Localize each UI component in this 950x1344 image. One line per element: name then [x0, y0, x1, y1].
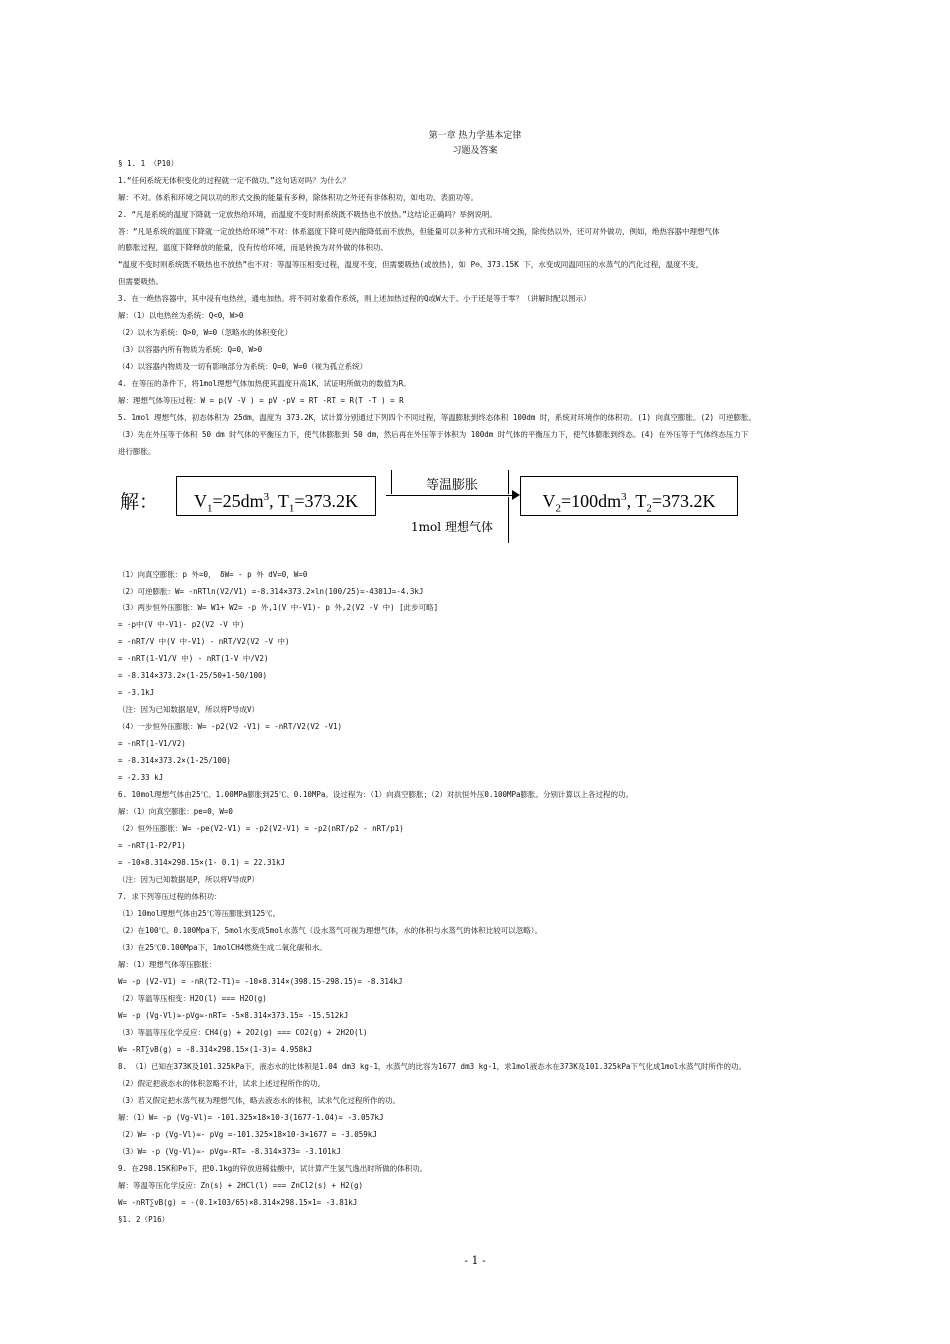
text-line: （1）向真空膨胀：p 外=0， δW= - p 外 dV=0，W=0 — [118, 570, 308, 579]
text-line: 4. 在等压的条件下，将1mol理想气体加热使其温度升高1K，试证明所做功的数值为R。 — [118, 379, 411, 388]
text-line: = -nRT/V 中(V 中-V1) - nRT/V2(V2 -V 中) — [118, 637, 290, 646]
process-label: 等温膨胀 — [425, 478, 478, 493]
text-line: = -p中(V 中-V1)- p2(V2 -V 中) — [118, 620, 245, 629]
text-line: （2）W= -p (Vg-Vl)≈- pVg =-101.325×18×10-3×1677 = -3.059kJ — [118, 1130, 377, 1139]
text-line: 的膨胀过程，温度下降释放的能量，没有传给环境，而是转换为对外做的体积功。 — [118, 243, 388, 252]
text-line: 但需要吸热。 — [118, 277, 163, 286]
text-line: （3）等温等压化学反应：CH4(g) + 2O2(g) === CO2(g) + 2H2O(l) — [118, 1028, 368, 1037]
text-line: 8. （1）已知在373K及101.325kPa下，液态水的比体积是1.04 dm3 kg-1，水蒸气的比容为1677 dm3 kg-1，求1mol液态水在373K及101.325kPa下气化成1mol水蒸气时所作的功。 — [118, 1062, 747, 1071]
text-line: 进行膨胀。 — [118, 447, 156, 456]
text-line: （3）以容器内所有物质为系统：Q=0，W>0 — [118, 345, 263, 354]
subtitle: 习题及答案 — [452, 146, 498, 156]
text-line: （2）假定把液态水的体积忽略不计，试求上述过程所作的功。 — [118, 1079, 326, 1088]
text-line: W= -p (V2-V1) = -nR(T2-T1)= -10×8.314×(398.15-298.15)= -8.314kJ — [118, 977, 403, 986]
text-line: 解：（1）W= -p (Vg-Vl)= -101.325×18×10-3(1677-1.04)= -3.057kJ — [118, 1113, 384, 1122]
text-line: §1. 2（P16） — [118, 1215, 170, 1224]
text-line: = -10×8.314×298.15×(1- 0.1) = 22.31kJ — [118, 858, 286, 867]
text-line: 解：等温等压化学反应：Zn(s) + 2HCl(l) === ZnCl2(s) + H2(g) — [118, 1181, 364, 1190]
text-line: （注：因为已知数据是V，所以将P导成V） — [118, 705, 260, 714]
text-line: 6. 10mol理想气体由25℃、1.00MPa膨胀到25℃、0.10MPa。设过程为：（1）向真空膨胀；（2）对抗恒外压0.100MPa膨胀。分别计算以上各过程的功。 — [118, 790, 634, 799]
text-line: （3）W= -p (Vg-Vl)≈- pVg≈-RT= -8.314×373= -3.101kJ — [118, 1147, 341, 1156]
text-line: § 1. 1 （P10） — [118, 159, 179, 168]
text-line: （2）可逆膨胀：W= -nRTln(V2/V1) =-8.314×373.2×ln(100/25)=-4301J=-4.3kJ — [118, 587, 424, 596]
text-line: = -nRT(1-P2/P1) — [118, 841, 186, 850]
text-line: （2）在100℃、0.100Mpa下，5mol水变成5mol水蒸气（设水蒸气可视为理想气体，水的体积与水蒸气的体积比较可以忽略）。 — [118, 926, 543, 935]
text-line: “温度不变时则系统既不吸热也不放热”也不对：等温等压相变过程，温度不变，但需要吸热(或放热)，如 P⊖、373.15K 下，水变成同温同压的水蒸气的汽化过程，温度不变， — [118, 260, 704, 269]
text-line: （4）以容器内物质及一切有影响部分为系统：Q=0，W=0（视为孤立系统） — [118, 362, 368, 371]
text-line: （2）恒外压膨胀：W= -pe(V2-V1) = -p2(V2-V1) = -p2(nRT/p2 - nRT/p1) — [118, 824, 404, 833]
text-line: 解：（1）理想气体等压膨胀： — [118, 960, 217, 969]
text-line: （4）一步恒外压膨胀：W= -p2(V2 -V1) = -nRT/V2(V2 -V1) — [118, 722, 343, 731]
text-line: 2. “凡是系统的温度下降就一定放热给环境，而温度不变时则系统既不吸热也不放热。”这结论正确吗？举例说明。 — [118, 210, 497, 219]
initial-state-box: $V_1=25dm^3$, $T_1=373.2K$ — [176, 476, 376, 516]
text-line: = -nRT(1-V1/V 中) - nRT(1-V 中/V2) — [118, 654, 269, 663]
text-line: W= -p (Vg-Vl)≈-pVg≈-nRT= -5×8.314×373.15= -15.512kJ — [118, 1011, 349, 1020]
text-line: 解：（1）向真空膨胀：pe=0，W=0 — [118, 807, 233, 816]
text-line: （2）等温等压相变：H2O(l) === H2O(g) — [118, 994, 267, 1003]
text-line: = -3.1kJ — [118, 688, 155, 697]
text-line: W= -nRT∑νB(g) = -(0.1×103/65)×8.314×298.15×1= -3.81kJ — [118, 1198, 358, 1207]
process-bracket-left — [391, 470, 392, 494]
text-line: = -8.314×373.2×(1-25/100) — [118, 756, 231, 765]
text-line: 解：理想气体等压过程：W = p(V -V ) = pV -pV = RT -RT = R(T -T ) = R — [118, 396, 404, 405]
text-line: （1）10mol理想气体由25℃等压膨胀到125℃。 — [118, 909, 281, 918]
text-line: （2）以水为系统：Q>0，W=0（忽略水的体积变化） — [118, 328, 293, 337]
text-line: （3）先在外压等于体积 50 dm 时气体的平衡压力下，使气体膨胀到 50 dm，然后再在外压等于体积为 100dm 时气体的平衡压力下，使气体膨胀到终态。(4) 在外压等于气体终态压力下 — [118, 430, 749, 439]
text-line: 5. 1mol 理想气体，初态体积为 25dm，温度为 373.2K，试计算分别通过下列四个不同过程，等温膨胀到终态体积 100dm 时，系统对环境作的体积功。(1) 向真空膨胀。(2) 可逆膨胀。 — [118, 413, 757, 422]
text-line: 1.“任何系统无体积变化的过程就一定不做功。”这句话对吗？为什么？ — [118, 176, 350, 185]
text-line: 解：不对。体系和环境之间以功的形式交换的能量有多种，除体积功之外还有非体积功，如电功、表面功等。 — [118, 193, 478, 202]
text-line: 7. 求下列等压过程的体积功： — [118, 892, 222, 901]
text-line: 9. 在298.15K和P⊖下，把0.1kg的锌放进稀盐酸中，试计算产生氢气逸出时所做的体积功。 — [118, 1164, 428, 1173]
text-line: = -8.314×373.2×(1-25/50+1-50/100) — [118, 671, 268, 680]
process-bracket-right — [508, 470, 509, 494]
text-line: （3）在25℃0.100Mpa下，1molCH4燃烧生成二氧化碳和水。 — [118, 943, 327, 952]
page-number: - 1 - — [464, 1254, 486, 1267]
text-line: 3. 在一绝热容器中，其中浸有电热丝，通电加热。将不同对象看作系统，则上述加热过程的Q或W大于、小于还是等于零？（讲解时配以图示） — [118, 294, 591, 303]
text-line: （3）两步恒外压膨胀：W= W1+ W2= -p 外,1(V 中-V1)- p 外,2(V2 -V 中) [此步可略] — [118, 603, 439, 612]
text-line: = -nRT(1-V1/V2) — [118, 739, 186, 748]
text-line: （注：因为已知数据是P，所以将V导成P） — [118, 875, 260, 884]
text-line: 答：“凡是系统的温度下降就一定放热给环境”不对：体系温度下降可使内能降低而不放热，但能量可以多种方式和环境交换，除传热以外，还可对外做功，例如，绝热容器中理想气体 — [118, 227, 720, 236]
final-state-box: $V_2=100dm^3$, $T_2=373.2K$ — [520, 476, 738, 516]
text-line: = -2.33 kJ — [118, 773, 164, 782]
chapter-title: 第一章 热力学基本定律 — [428, 131, 522, 141]
text-line: W= -RT∑νB(g) = -8.314×298.15×(1-3)= 4.958kJ — [118, 1045, 313, 1054]
solution-label: 解： — [120, 492, 159, 513]
substance-label: 1mol 理想气体 — [411, 520, 493, 534]
text-line: 解：（1）以电热丝为系统：Q<0，W>0 — [118, 311, 244, 320]
text-line: （3）若又假定把水蒸气视为理想气体，略去液态水的体积，试求气化过程所作的功。 — [118, 1096, 401, 1105]
arrow-head-icon — [512, 490, 520, 500]
process-arrow — [386, 495, 516, 496]
